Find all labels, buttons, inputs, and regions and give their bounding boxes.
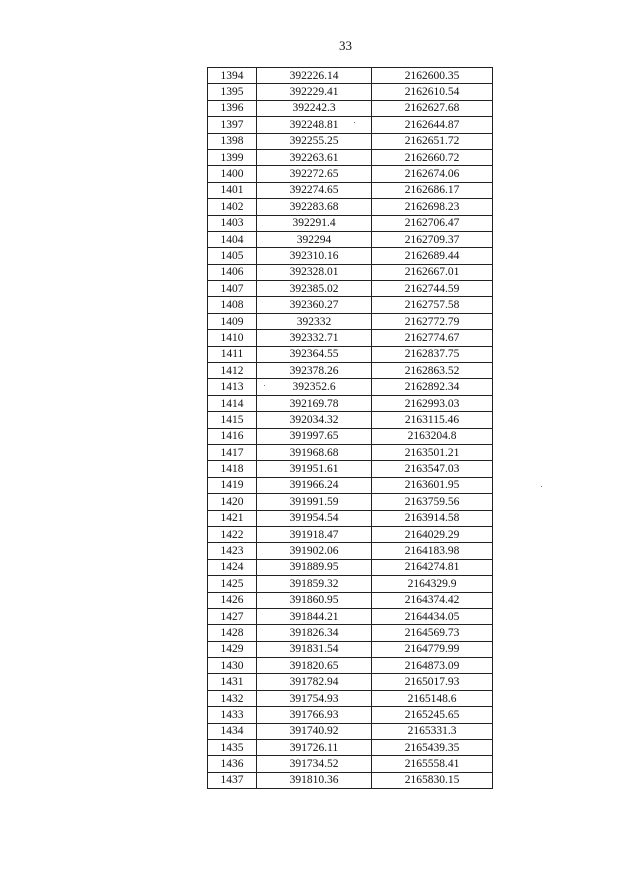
y-coordinate-cell: 2162863.52: [372, 363, 493, 379]
x-coordinate-cell: 392229.41: [257, 84, 372, 100]
y-coordinate-cell: 2165830.15: [372, 772, 493, 788]
page-number-text: 33: [339, 38, 352, 53]
y-coordinate-cell: 2163547.03: [372, 461, 493, 477]
table-row: [208, 166, 493, 182]
point-number-cell: 1434: [208, 723, 257, 739]
point-number-cell: 1418: [208, 461, 257, 477]
point-number-cell: 1428: [208, 625, 257, 641]
x-coordinate-cell: 391902.06: [257, 543, 372, 559]
table-row: [208, 281, 493, 297]
table-row: [208, 363, 493, 379]
x-coordinate-cell: 392332: [257, 313, 372, 329]
y-coordinate-cell: 2163914.58: [372, 510, 493, 526]
table-row: [208, 494, 493, 510]
x-coordinate-cell: 392248.81: [257, 117, 372, 133]
scan-speck: [541, 486, 542, 487]
x-coordinate-cell: 392291.4: [257, 215, 372, 231]
y-coordinate-cell: 2163501.21: [372, 444, 493, 460]
point-number-cell: 1417: [208, 444, 257, 460]
y-coordinate-cell: 2162627.68: [372, 100, 493, 116]
y-coordinate-cell: 2162706.47: [372, 215, 493, 231]
x-coordinate-cell: 391859.32: [257, 576, 372, 592]
point-number-cell: 1409: [208, 313, 257, 329]
y-coordinate-cell: 2164569.73: [372, 625, 493, 641]
table-row: [208, 264, 493, 280]
y-coordinate-cell: 2162667.01: [372, 264, 493, 280]
y-coordinate-cell: 2164434.05: [372, 608, 493, 624]
table-row: [208, 740, 493, 756]
table-row: [208, 395, 493, 411]
table-row: [208, 576, 493, 592]
table-row: [208, 707, 493, 723]
x-coordinate-cell: 392283.68: [257, 199, 372, 215]
table-row: [208, 149, 493, 165]
y-coordinate-cell: 2165439.35: [372, 740, 493, 756]
y-coordinate-cell: 2162689.44: [372, 248, 493, 264]
point-number-cell: 1429: [208, 641, 257, 657]
x-coordinate-cell: 392242.3: [257, 100, 372, 116]
point-number-cell: 1419: [208, 477, 257, 493]
y-coordinate-cell: 2162772.79: [372, 313, 493, 329]
y-coordinate-cell: 2162993.03: [372, 395, 493, 411]
point-number-cell: 1397: [208, 117, 257, 133]
x-coordinate-cell: 391734.52: [257, 756, 372, 772]
table-row: [208, 641, 493, 657]
y-coordinate-cell: 2163601.95: [372, 477, 493, 493]
point-number-cell: 1406: [208, 264, 257, 280]
y-coordinate-cell: 2162709.37: [372, 231, 493, 247]
y-coordinate-cell: 2162651.72: [372, 133, 493, 149]
table-row: [208, 592, 493, 608]
point-number-cell: 1404: [208, 231, 257, 247]
y-coordinate-cell: 2165245.65: [372, 707, 493, 723]
y-coordinate-cell: 2162774.67: [372, 330, 493, 346]
table-row: [208, 346, 493, 362]
x-coordinate-cell: 391826.34: [257, 625, 372, 641]
table-row: [208, 608, 493, 624]
y-coordinate-cell: 2164873.09: [372, 658, 493, 674]
table-row: [208, 133, 493, 149]
x-coordinate-cell: 391966.24: [257, 477, 372, 493]
y-coordinate-cell: 2165017.93: [372, 674, 493, 690]
table-row: [208, 117, 493, 133]
y-coordinate-cell: 2162674.06: [372, 166, 493, 182]
x-coordinate-cell: 391831.54: [257, 641, 372, 657]
x-coordinate-cell: 392255.25: [257, 133, 372, 149]
table-row: [208, 625, 493, 641]
y-coordinate-cell: 2162610.54: [372, 84, 493, 100]
y-coordinate-cell: 2165558.41: [372, 756, 493, 772]
point-number-cell: 1413: [208, 379, 257, 395]
x-coordinate-cell: 391968.68: [257, 444, 372, 460]
table-row: [208, 428, 493, 444]
y-coordinate-cell: 2162686.17: [372, 182, 493, 198]
y-coordinate-cell: 2164274.81: [372, 559, 493, 575]
table-row: [208, 199, 493, 215]
y-coordinate-cell: 2165148.6: [372, 690, 493, 706]
x-coordinate-cell: 392378.26: [257, 363, 372, 379]
point-number-cell: 1415: [208, 412, 257, 428]
x-coordinate-cell: 392310.16: [257, 248, 372, 264]
x-coordinate-cell: 391954.54: [257, 510, 372, 526]
point-number-cell: 1414: [208, 395, 257, 411]
y-coordinate-cell: 2164029.29: [372, 526, 493, 542]
x-coordinate-cell: 391889.95: [257, 559, 372, 575]
point-number-cell: 1424: [208, 559, 257, 575]
point-number-cell: 1398: [208, 133, 257, 149]
x-coordinate-cell: 391726.11: [257, 740, 372, 756]
point-number-cell: 1399: [208, 149, 257, 165]
point-number-cell: 1426: [208, 592, 257, 608]
table-row: [208, 412, 493, 428]
table-row: [208, 231, 493, 247]
x-coordinate-cell: 391860.95: [257, 592, 372, 608]
table-row: [208, 100, 493, 116]
table-row: [208, 559, 493, 575]
y-coordinate-cell: 2162892.34: [372, 379, 493, 395]
table-row: [208, 313, 493, 329]
y-coordinate-cell: 2162698.23: [372, 199, 493, 215]
y-coordinate-cell: 2163115.46: [372, 412, 493, 428]
table-row: [208, 297, 493, 313]
table-row: [208, 723, 493, 739]
point-number-cell: 1410: [208, 330, 257, 346]
point-number-cell: 1403: [208, 215, 257, 231]
y-coordinate-cell: 2164183.98: [372, 543, 493, 559]
x-coordinate-cell: 391918.47: [257, 526, 372, 542]
point-number-cell: 1401: [208, 182, 257, 198]
x-coordinate-cell: 392385.02: [257, 281, 372, 297]
point-number-cell: 1408: [208, 297, 257, 313]
x-coordinate-cell: 392034.32: [257, 412, 372, 428]
x-coordinate-cell: 392274.65: [257, 182, 372, 198]
point-number-cell: 1430: [208, 658, 257, 674]
coordinates-table-body: [208, 68, 493, 789]
table-row: [208, 543, 493, 559]
table-row: [208, 772, 493, 788]
x-coordinate-cell: 392272.65: [257, 166, 372, 182]
table-row: [208, 756, 493, 772]
point-number-cell: 1432: [208, 690, 257, 706]
table-row: [208, 477, 493, 493]
x-coordinate-cell: 391766.93: [257, 707, 372, 723]
table-row: [208, 379, 493, 395]
point-number-cell: 1421: [208, 510, 257, 526]
table-row: [208, 526, 493, 542]
point-number-cell: 1407: [208, 281, 257, 297]
x-coordinate-cell: 391951.61: [257, 461, 372, 477]
point-number-cell: 1402: [208, 199, 257, 215]
table-row: [208, 182, 493, 198]
table-row: [208, 84, 493, 100]
table-row: [208, 215, 493, 231]
point-number-cell: 1405: [208, 248, 257, 264]
y-coordinate-cell: 2162644.87: [372, 117, 493, 133]
y-coordinate-cell: 2162600.35: [372, 68, 493, 84]
point-number-cell: 1425: [208, 576, 257, 592]
y-coordinate-cell: 2163204.8: [372, 428, 493, 444]
table-row: [208, 248, 493, 264]
x-coordinate-cell: 392169.78: [257, 395, 372, 411]
point-number-cell: 1400: [208, 166, 257, 182]
point-number-cell: 1422: [208, 526, 257, 542]
y-coordinate-cell: 2162837.75: [372, 346, 493, 362]
x-coordinate-cell: 392352.6: [257, 379, 372, 395]
x-coordinate-cell: 391810.36: [257, 772, 372, 788]
x-coordinate-cell: 392332.71: [257, 330, 372, 346]
x-coordinate-cell: 391991.59: [257, 494, 372, 510]
y-coordinate-cell: 2162757.58: [372, 297, 493, 313]
point-number-cell: 1433: [208, 707, 257, 723]
y-coordinate-cell: 2162660.72: [372, 149, 493, 165]
x-coordinate-cell: 392364.55: [257, 346, 372, 362]
x-coordinate-cell: 392360.27: [257, 297, 372, 313]
point-number-cell: 1435: [208, 740, 257, 756]
x-coordinate-cell: 392263.61: [257, 149, 372, 165]
y-coordinate-cell: 2165331.3: [372, 723, 493, 739]
x-coordinate-cell: 391754.93: [257, 690, 372, 706]
y-coordinate-cell: 2164329.9: [372, 576, 493, 592]
x-coordinate-cell: 391844.21: [257, 608, 372, 624]
x-coordinate-cell: 391782.94: [257, 674, 372, 690]
table-row: [208, 674, 493, 690]
y-coordinate-cell: 2164779.99: [372, 641, 493, 657]
x-coordinate-cell: 392226.14: [257, 68, 372, 84]
x-coordinate-cell: 392294: [257, 231, 372, 247]
point-number-cell: 1423: [208, 543, 257, 559]
table-row: [208, 510, 493, 526]
point-number-cell: 1437: [208, 772, 257, 788]
coordinates-table: [207, 67, 493, 789]
table-row: [208, 658, 493, 674]
table-row: [208, 461, 493, 477]
x-coordinate-cell: 391997.65: [257, 428, 372, 444]
point-number-cell: 1427: [208, 608, 257, 624]
point-number-cell: 1394: [208, 68, 257, 84]
point-number-cell: 1411: [208, 346, 257, 362]
table-row: [208, 330, 493, 346]
y-coordinate-cell: 2162744.59: [372, 281, 493, 297]
point-number-cell: 1436: [208, 756, 257, 772]
y-coordinate-cell: 2163759.56: [372, 494, 493, 510]
table-row: [208, 444, 493, 460]
point-number-cell: 1431: [208, 674, 257, 690]
point-number-cell: 1396: [208, 100, 257, 116]
x-coordinate-cell: 392328.01: [257, 264, 372, 280]
point-number-cell: 1395: [208, 84, 257, 100]
point-number-cell: 1420: [208, 494, 257, 510]
x-coordinate-cell: 391820.65: [257, 658, 372, 674]
point-number-cell: 1416: [208, 428, 257, 444]
table-row: [208, 690, 493, 706]
table-row: [208, 68, 493, 84]
x-coordinate-cell: 391740.92: [257, 723, 372, 739]
y-coordinate-cell: 2164374.42: [372, 592, 493, 608]
point-number-cell: 1412: [208, 363, 257, 379]
